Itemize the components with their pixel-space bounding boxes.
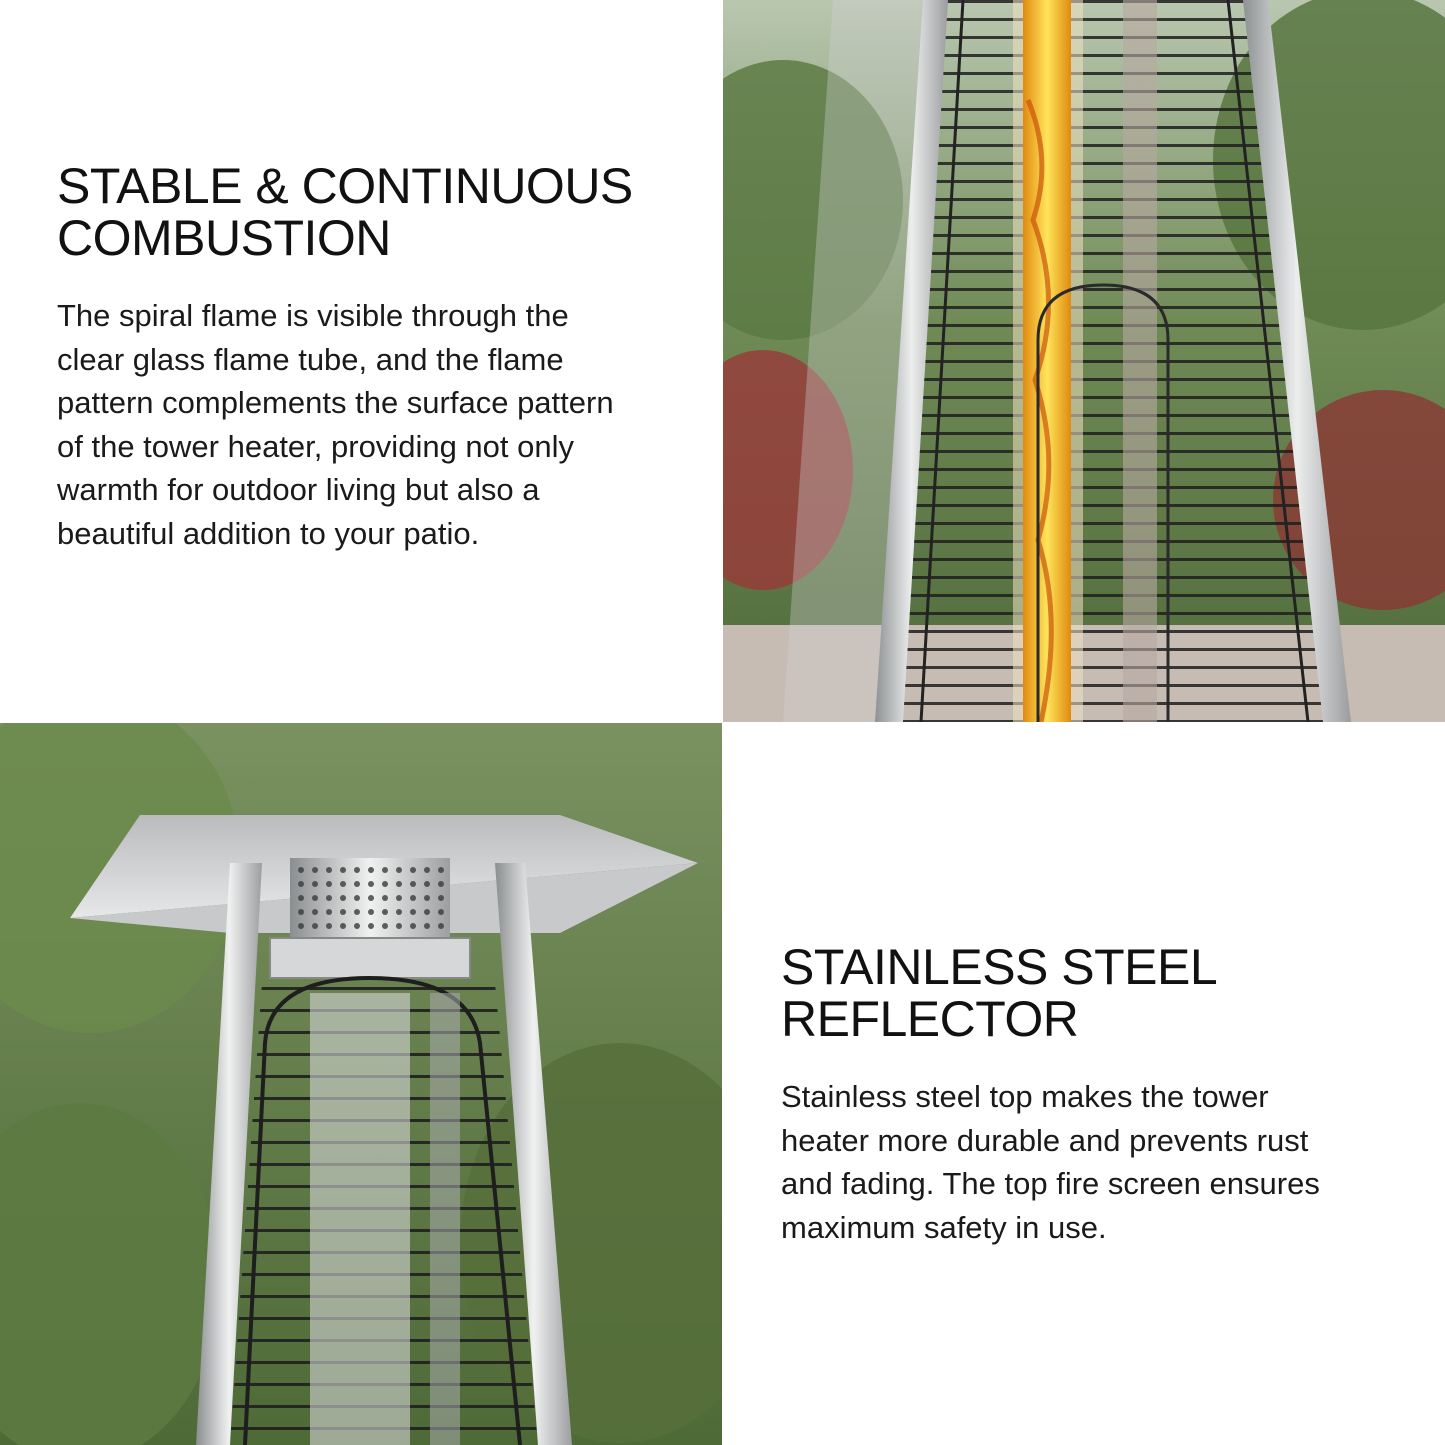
- reflector-title-line-2: REFLECTOR: [781, 991, 1079, 1047]
- reflector-illustration: [0, 723, 722, 1445]
- reflector-photo: [0, 723, 722, 1445]
- combustion-description: [57, 294, 697, 555]
- combustion-title-line-2: COMBUSTION: [57, 210, 391, 266]
- combustion-description-line-4: of the tower heater, providing not only: [57, 428, 574, 464]
- combustion-description-line-1: The spiral flame is visible through the: [57, 298, 569, 333]
- flame-tube-photo: [723, 0, 1445, 722]
- combustion-text-block: [57, 160, 697, 555]
- reflector-title-line-1: STAINLESS STEEL: [781, 939, 1218, 995]
- combustion-title-line-1: STABLE & CONTINUOUS: [57, 158, 633, 214]
- combustion-description-line-3: pattern complements the surface pattern: [57, 385, 614, 420]
- reflector-feature-panel: [723, 723, 1445, 1445]
- combustion-description-line-5: warmth for outdoor living but also a: [57, 472, 540, 507]
- reflector-description-line-3: and fading. The top fire screen ensures: [781, 1166, 1320, 1201]
- reflector-title: [781, 941, 1421, 1045]
- reflector-description-line-4: maximum safety in use.: [781, 1209, 1107, 1245]
- combustion-title: [57, 160, 697, 264]
- combustion-description-line-6: beautiful addition to your patio.: [57, 515, 480, 551]
- flame-tube-illustration: [723, 0, 1445, 722]
- reflector-text-block: [781, 941, 1421, 1249]
- combustion-description-line-2: clear glass flame tube, and the flame: [57, 341, 564, 377]
- reflector-description-line-1: Stainless steel top makes the tower: [781, 1079, 1269, 1114]
- reflector-description-line-2: heater more durable and prevents rust: [781, 1122, 1309, 1158]
- reflector-description: [781, 1075, 1421, 1249]
- combustion-feature-panel: [0, 0, 722, 722]
